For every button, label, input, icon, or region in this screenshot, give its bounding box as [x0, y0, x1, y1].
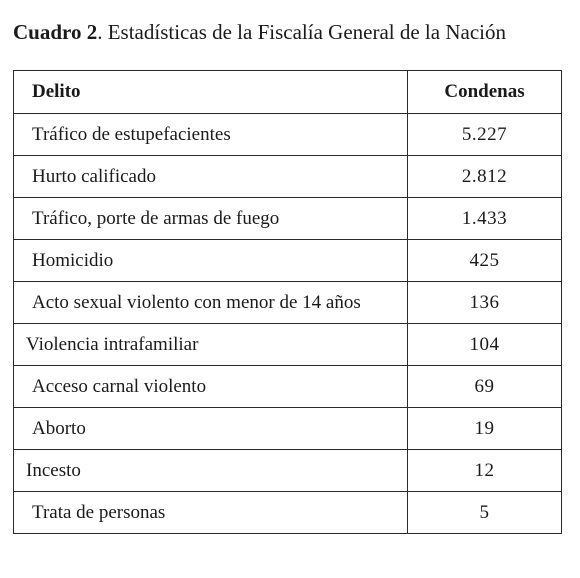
- table-row: [14, 408, 562, 450]
- delito-cell: Tráfico de estupefacientes: [14, 114, 408, 156]
- table-row: [14, 450, 562, 492]
- delito-cell: Homicidio: [14, 240, 408, 282]
- condenas-cell: 2.812: [408, 156, 562, 198]
- table-row: [14, 198, 562, 240]
- table-row: [14, 156, 562, 198]
- condenas-cell: 136: [408, 282, 562, 324]
- caption-text: . Estadísticas de la Fiscalía General de la Nación: [97, 20, 506, 44]
- statistics-table: [13, 70, 562, 534]
- condenas-cell: 425: [408, 240, 562, 282]
- caption-label: Cuadro 2: [13, 20, 98, 44]
- delito-cell: Acceso carnal violento: [14, 366, 408, 408]
- table-row: [14, 324, 562, 366]
- column-header-delito: Delito: [14, 71, 408, 114]
- table-header-row: [14, 71, 562, 114]
- table-row: [14, 366, 562, 408]
- condenas-cell: 19: [408, 408, 562, 450]
- table-row: [14, 492, 562, 534]
- table-caption: [13, 18, 506, 46]
- table-row: [14, 282, 562, 324]
- delito-cell: Trata de personas: [14, 492, 408, 534]
- condenas-cell: 12: [408, 450, 562, 492]
- condenas-cell: 104: [408, 324, 562, 366]
- condenas-cell: 5: [408, 492, 562, 534]
- condenas-cell: 1.433: [408, 198, 562, 240]
- delito-cell: Acto sexual violento con menor de 14 años: [14, 282, 408, 324]
- delito-cell: Aborto: [14, 408, 408, 450]
- delito-cell: Incesto: [14, 450, 408, 492]
- table-row: [14, 240, 562, 282]
- delito-cell: Violencia intrafamiliar: [14, 324, 408, 366]
- condenas-cell: 69: [408, 366, 562, 408]
- delito-cell: Tráfico, porte de armas de fuego: [14, 198, 408, 240]
- table-row: [14, 114, 562, 156]
- delito-cell: Hurto calificado: [14, 156, 408, 198]
- column-header-condenas: Condenas: [408, 71, 562, 114]
- condenas-cell: 5.227: [408, 114, 562, 156]
